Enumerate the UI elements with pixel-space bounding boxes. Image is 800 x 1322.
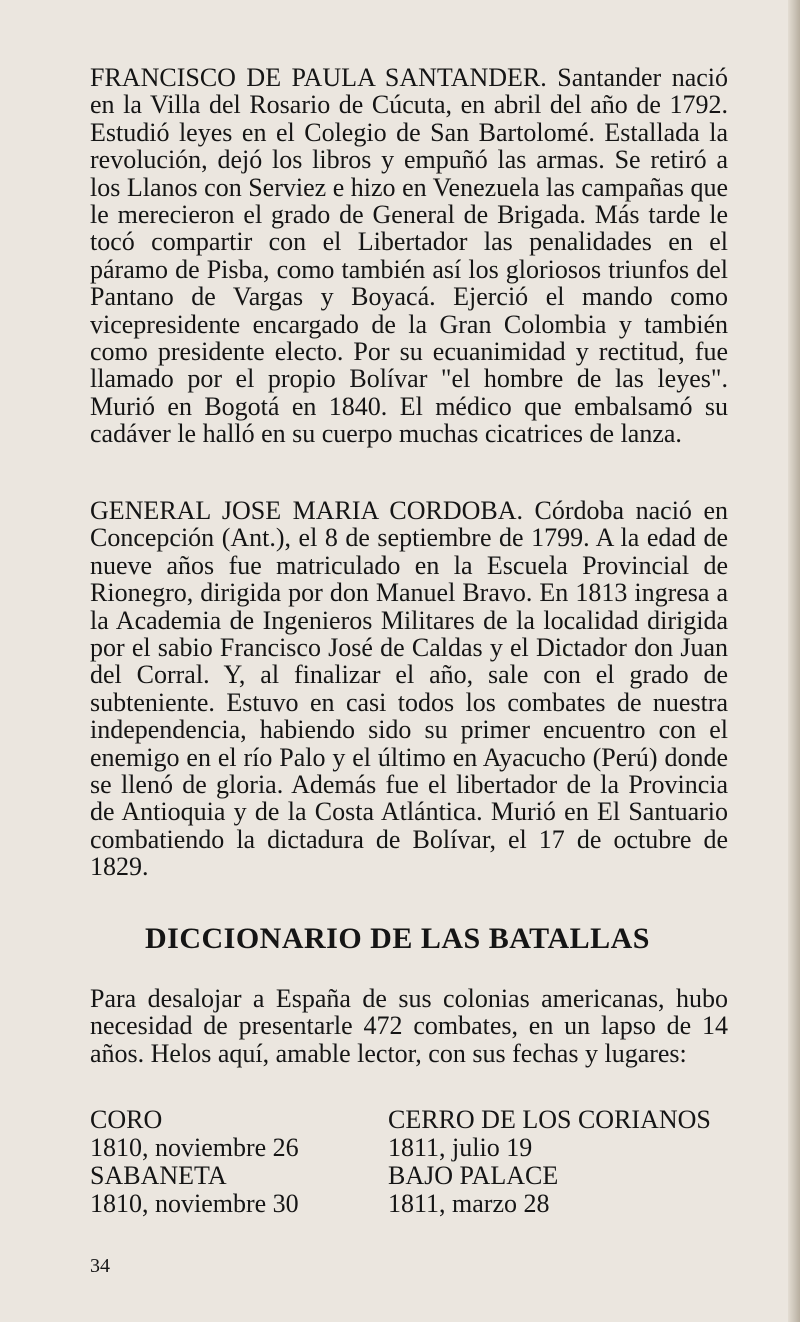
page-number: 34 (90, 1255, 110, 1277)
battle-name: CERRO DE LOS CORIANOS (388, 1105, 711, 1134)
battle-name: CORO (90, 1105, 163, 1134)
paragraph-santander: FRANCISCO DE PAULA SANTANDER. Santander nació en la Villa del Rosario de Cúcuta, en abril del año de 1792. Estudió leyes en el Colegio de San Bartolomé. Estallada la revolución, dejó los libros y empuñó las armas. Se retiró a los Llanos con Serviez e hizo en Venezuela las campañas que le merecieron el grado de General de Brigada. Más tarde le tocó compartir con el Libertador las penalidades en el páramo de Pisba, como también así los gloriosos triunfos del Pantano de Vargas y Boyacá. Ejerció el mando como vicepresidente encargado de la Gran Colombia y también como presidente electo. Por su ecuanimidad y rectitud, fue llamado por el propio Bolívar "el hombre de las leyes". Murió en Bogotá en 1840. El médico que embalsamó su cadáver le halló en su cuerpo muchas cicatrices de lanza. (90, 63, 728, 449)
battle-date: 1810, noviembre 26 (90, 1133, 299, 1162)
battle-column-right (388, 1106, 711, 1218)
battle-list (90, 1106, 740, 1226)
battle-column-left (90, 1106, 299, 1218)
paragraph-cordoba: GENERAL JOSE MARIA CORDOBA. Córdoba nació en Concepción (Ant.), el 8 de septiembre de 1799. A la edad de nueve años fue matriculado en la Escuela Provincial de Rionegro, dirigida por don Manuel Bravo. En 1813 ingresa a la Academia de Ingenieros Militares de la localidad dirigida por el sabio Francisco José de Caldas y el Dictador don Juan del Corral. Y, al finalizar el año, sale con el grado de subteniente. Estuvo en casi todos los combates de nuestra independencia, habiendo sido su primer encuentro con el enemigo en el río Palo y el último en Ayacucho (Perú) donde se llenó de gloria. Además fue el libertador de la Provincia de Antioquia y de la Costa Atlántica. Murió en El Santuario combatiendo la dictadura de Bolívar, el 17 de octubre de 1829. (90, 496, 728, 882)
section-intro: Para desalojar a España de sus colonias americanas, hubo necesidad de presentarle 472 combates, en un lapso de 14 años. Helos aquí, amable lector, con sus fechas y lugares: (90, 984, 728, 1068)
battle-name: SABANETA (90, 1161, 227, 1190)
battle-date: 1810, noviembre 30 (90, 1189, 299, 1218)
battle-date: 1811, marzo 28 (388, 1189, 550, 1218)
battle-date: 1811, julio 19 (388, 1133, 533, 1162)
battle-name: BAJO PALACE (388, 1161, 559, 1190)
page-edge-shadow (788, 0, 800, 1322)
section-heading: DICCIONARIO DE LAS BATALLAS (145, 922, 650, 955)
